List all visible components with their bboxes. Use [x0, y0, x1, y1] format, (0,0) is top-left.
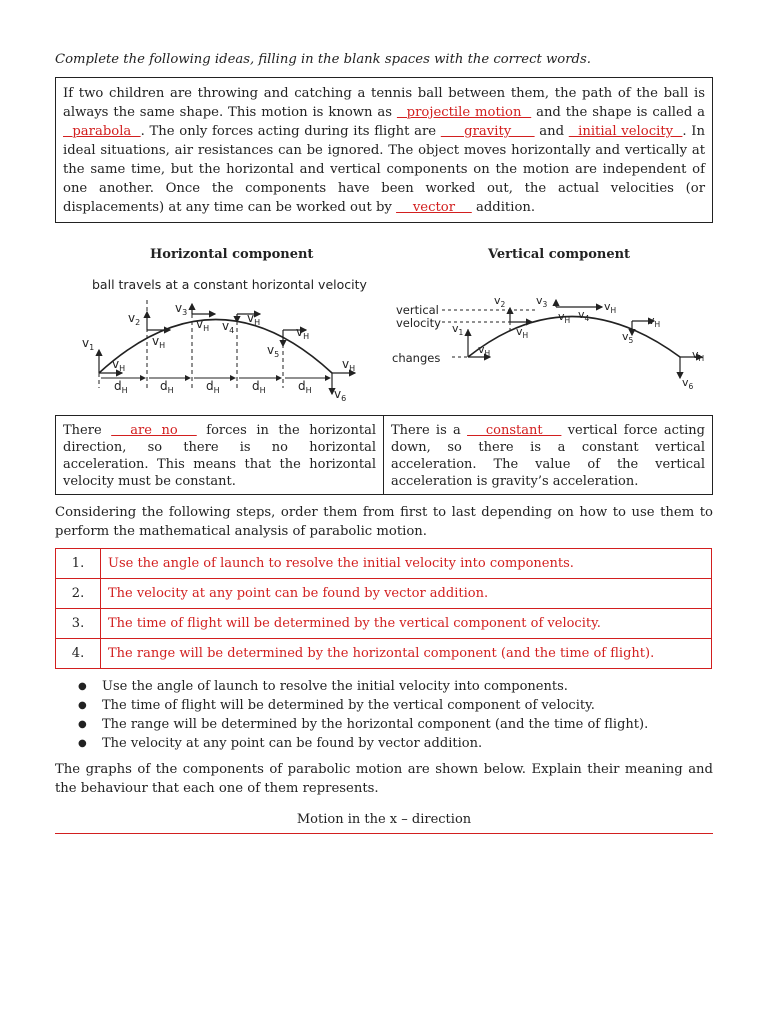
step-number: 3. — [56, 609, 101, 639]
blank-gravity: gravity — [440, 124, 535, 139]
label-dh-4: $d_H$ — [252, 379, 266, 395]
blank-vector: vector — [396, 200, 472, 215]
vlabel-v4: $v_4$ — [578, 308, 590, 323]
step-text: The range will be determined by the horizontal component (and the time of flight). — [101, 639, 712, 669]
table-row — [56, 639, 712, 669]
vlabel-vh-1: $v_H$ — [478, 343, 491, 358]
dashed-verticals — [99, 300, 283, 388]
motion-x-heading: Motion in the x – direction — [296, 812, 472, 827]
step-text: Use the angle of launch to resolve the initial velocity into components. — [101, 549, 712, 579]
blank-projectile-motion: projectile motion — [396, 105, 532, 120]
vlabel-v6: $v_6$ — [682, 376, 694, 391]
horizontal-explanation-box — [55, 415, 384, 495]
list-item: ● The time of flight will be determined by the vertical component of velocity. — [58, 696, 648, 715]
label-vh-2: $v_H$ — [152, 334, 166, 350]
vbox-text-2: vertical force acting down, so there is a constant vertical acceleration. The value of the vertical acceleration is gravity’s acceleration. — [391, 423, 705, 489]
bullet-list — [58, 677, 648, 753]
hbox-text-1: There — [63, 423, 112, 438]
intro-text-2: and the shape is called a — [531, 105, 705, 120]
horizontal-component-diagram — [80, 270, 370, 410]
label-vh-1: $v_H$ — [112, 357, 126, 373]
hbox-text-2: forces in the horizontal direction, so there is no horizontal acceleration. This means that the horizontal velocity must be constant. — [63, 423, 376, 489]
label-v1: $v_1$ — [82, 336, 95, 352]
label-v6: $v_6$ — [334, 387, 347, 403]
vlabel-v2: $v_2$ — [494, 294, 506, 309]
label-vertical: vertical — [396, 303, 439, 317]
intro-text-5: . In ideal situations, air resistances can be ignored. The object moves horizontally and vertically at the same time, but the horizontal and vertical components on the motion are independent of one another. Once the components have been worked out, the actual velocities (or displacements) at any time can be worked out by — [63, 124, 705, 215]
vlabel-v1: $v_1$ — [452, 322, 464, 337]
blank-initial-velocity: initial velocity — [568, 124, 683, 139]
horizontal-component-heading: Horizontal component — [150, 247, 314, 262]
list-item: ● The range will be determined by the horizontal component (and the time of flight). — [58, 715, 648, 734]
label-vh-6: $v_H$ — [342, 357, 356, 373]
label-dh-3: $d_H$ — [206, 379, 220, 395]
step-number: 2. — [56, 579, 101, 609]
step-number: 1. — [56, 549, 101, 579]
blank-are-no: are no — [111, 423, 197, 438]
intro-paragraph-box — [55, 77, 713, 223]
vertical-explanation-box — [383, 415, 713, 495]
label-v4: $v_4$ — [222, 319, 235, 335]
label-v2: $v_2$ — [128, 311, 141, 327]
label-v5: $v_5$ — [267, 343, 280, 359]
label-vh-3: $v_H$ — [196, 317, 210, 333]
intro-text-1: If two children are throwing and catching a tennis ball between them, the path of the ball is always the same shape. This motion is known as — [63, 86, 705, 120]
list-item: ● The velocity at any point can be found by vector addition. — [58, 734, 648, 753]
label-vh-5: $v_H$ — [296, 325, 310, 341]
label-v3: $v_3$ — [175, 301, 188, 317]
graphs-intro-text: The graphs of the components of parabolic motion are shown below. Explain their meaning and the behaviour that each one of them represents. — [55, 762, 713, 796]
label-dh-2: $d_H$ — [160, 379, 174, 395]
red-divider — [55, 833, 713, 834]
vlabel-vh-3: $v_H$ — [558, 310, 571, 325]
step-number: 4. — [56, 639, 101, 669]
label-dh-1: $d_H$ — [114, 379, 128, 395]
table-row — [56, 579, 712, 609]
blank-constant: constant — [467, 423, 562, 438]
vlabel-vh-6: $v_H$ — [692, 348, 705, 363]
step-text: The velocity at any point can be found by vector addition. — [101, 579, 712, 609]
label-dh-5: $d_H$ — [298, 379, 312, 395]
steps-intro-text: Considering the following steps, order them from first to last depending on how to use them to perform the mathematical analysis of parabolic motion. — [55, 505, 713, 539]
blank-parabola: parabola — [63, 124, 141, 139]
steps-table — [55, 548, 712, 669]
vbox-text-1: There is a — [391, 423, 468, 438]
vertical-component-heading: Vertical component — [488, 247, 631, 262]
vlabel-v3: $v_3$ — [536, 294, 548, 309]
instruction-text: Complete the following ideas, filling in the blank spaces with the correct words. — [55, 52, 591, 67]
vertical-arrows — [468, 300, 705, 378]
intro-text-4: and — [534, 124, 569, 139]
vlabel-v5: $v_5$ — [622, 330, 634, 345]
vlabel-vh-2: $v_H$ — [516, 325, 529, 340]
vlabel-vh-4: $v_H$ — [604, 300, 617, 315]
intro-text-3: . The only forces acting during its flight are — [140, 124, 441, 139]
label-velocity: velocity — [396, 316, 441, 330]
vlabel-vh-5: $v_H$ — [648, 314, 661, 329]
list-item: ● Use the angle of launch to resolve the initial velocity into components. — [58, 677, 648, 696]
step-text: The time of flight will be determined by the vertical component of velocity. — [101, 609, 712, 639]
label-changes: changes — [392, 351, 441, 365]
intro-text-6: addition. — [471, 200, 536, 215]
table-row — [56, 609, 712, 639]
table-row — [56, 549, 712, 579]
label-vh-4: $v_H$ — [247, 311, 261, 327]
vertical-component-diagram — [390, 290, 710, 400]
horizontal-caption: ball travels at a constant horizontal velocity — [92, 277, 367, 292]
